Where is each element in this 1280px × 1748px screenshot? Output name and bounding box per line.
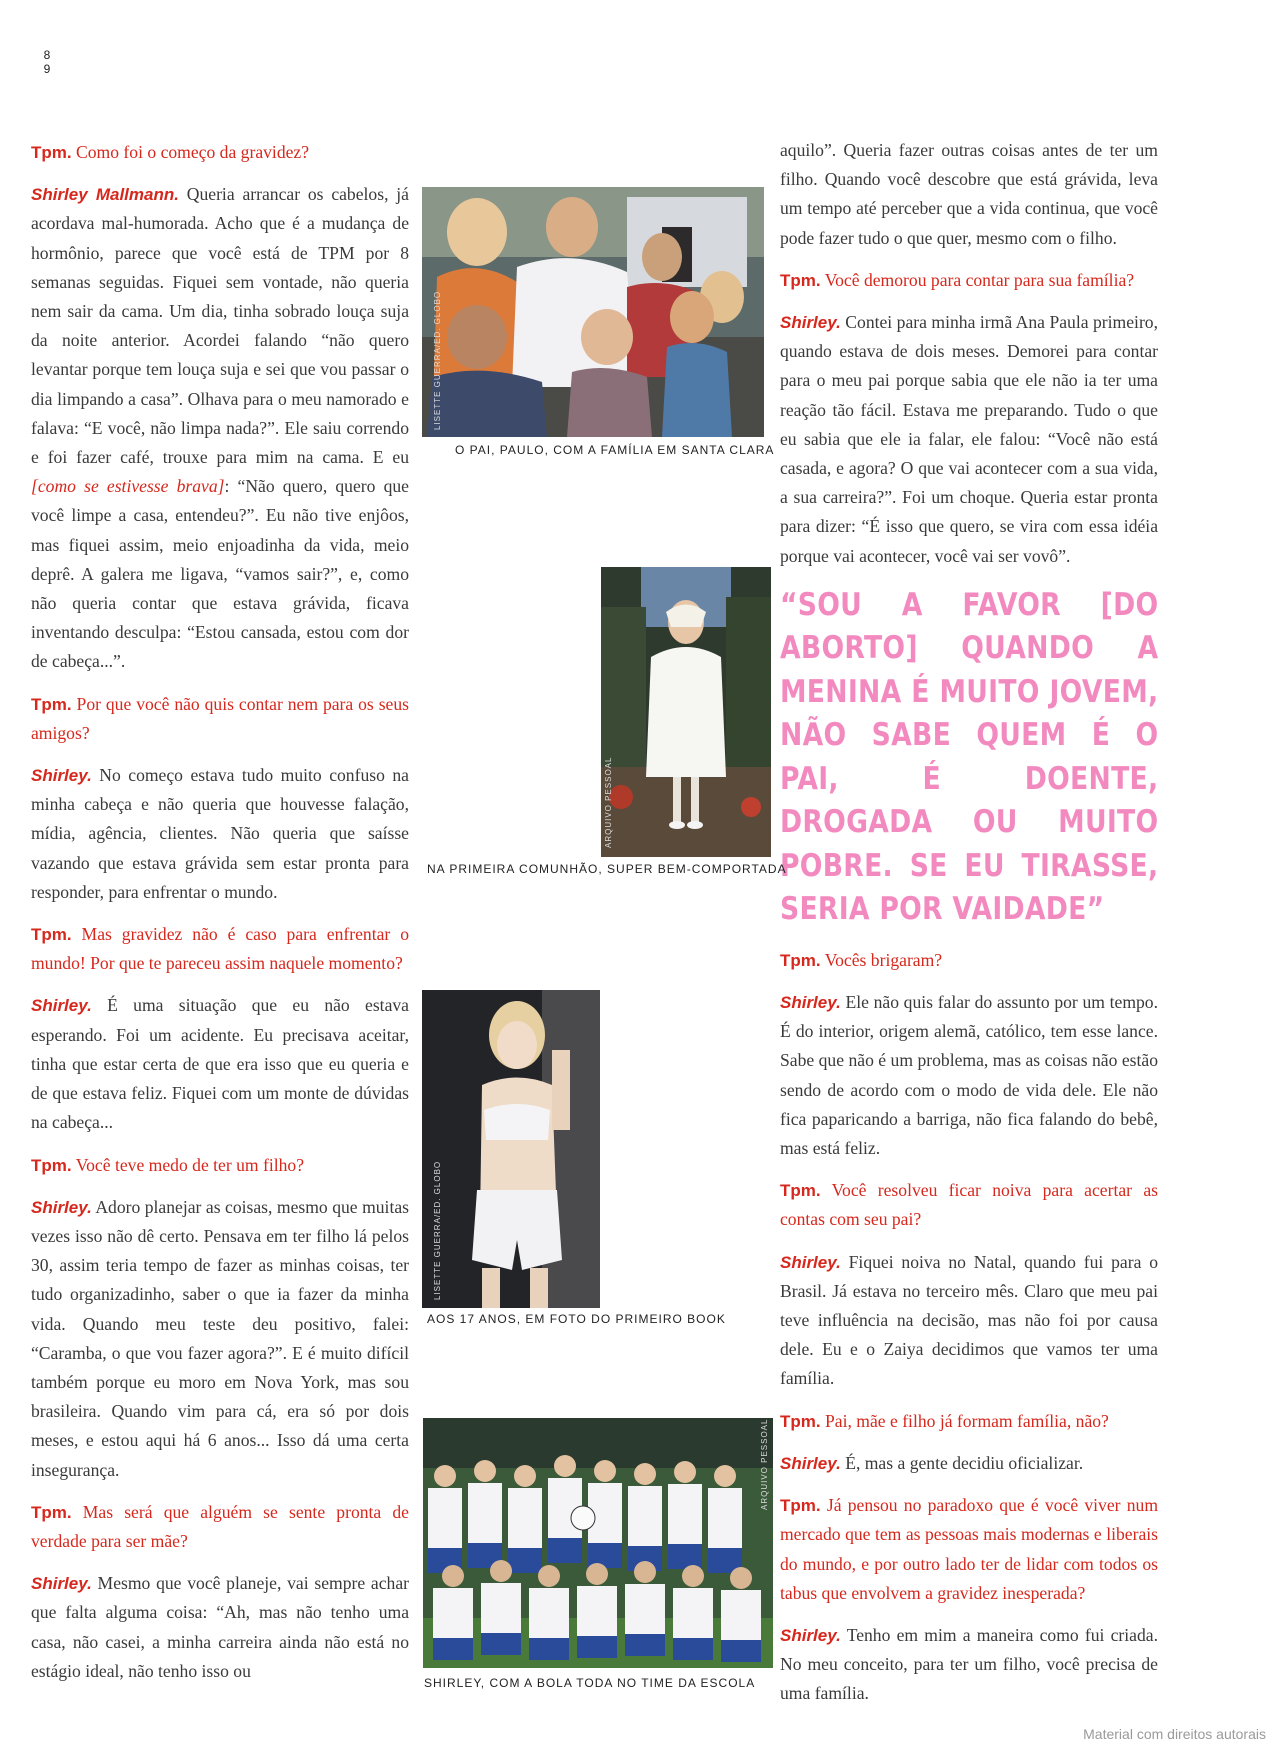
family-photo [422,187,764,437]
copyright-watermark: Material com direitos autorais [1083,1726,1266,1742]
family-photo-image [422,187,764,437]
question: Tpm. Você resolveu ficar noiva para acertar as contas com seu pai? [780,1180,1158,1230]
answer: Shirley. No começo estava tudo muito confuso na minha cabeça e não queria que houvesse falação, mídia, agência, clientes. Não queria que saísse vazando que estava grávida sem estar pronta para responder, para enfrentar o mundo. [31,765,409,902]
question: Tpm. Vocês brigaram? [780,949,943,970]
question: Tpm. Mas gravidez não é caso para enfrentar o mundo! Por que te pareceu assim naquele momento? [31,924,409,974]
photo-caption: AOS 17 ANOS, EM FOTO DO PRIMEIRO BOOK [427,1312,726,1326]
photo-caption: NA PRIMEIRA COMUNHÃO, SUPER BEM-COMPORTADA [427,862,787,876]
communion-photo-image [601,567,771,857]
model-photo-image [422,990,600,1308]
model-photo [422,990,600,1308]
answer: Shirley. Contei para minha irmã Ana Paula primeiro, quando estava de dois meses. Demorei para contar para o meu pai porque sabia que ele não ia ter uma reação tão fácil. Estava me preparando. Tudo o que eu sabia que ele ia falar, ele falou: “Você não está casada, e agora? O que vai acontecer com a sua vida, a sua carreira?”. Foi um choque. Queria estar pronta para dizer: “É isso que quero, se vira com essa idéia porque vai acontecer, você vai ser vovô”. [780,312,1158,566]
answer: Shirley. Ele não quis falar do assunto por um tempo. É do interior, origem alemã, católico, tem esse lance. Sabe que não é um problema, mas as coisas não estão sendo de acordo com o modo de vida dele. Ele não fica paparicando a barriga, não fica falando do bebê, mas está feliz. [780,992,1158,1159]
answer: Shirley. É, mas a gente decidiu oficializar. [780,1452,1084,1473]
photo-credit: ARQUIVO PESSOAL [760,1418,769,1510]
answer: Shirley. Adoro planejar as coisas, mesmo que muitas vezes isso não dê certo. Pensava em ter filho lá pelos 30, assim teria tempo de fazer as minhas coisas, ter tudo organizadinho, saber o que ia fazer da minha vida. Quando meu teste deu positivo, falei: “Caramba, o que vou fazer agora?”. E é muito difícil também porque eu moro em Nova York, mas sou brasileira. Quando vim para cá, era só por dois meses, e estou aqui há 6 anos... Isso dá uma certa insegurança. [31,1196,409,1480]
photo-caption: O PAI, PAULO, COM A FAMÍLIA EM SANTA CLARA [455,443,775,457]
team-photo-image [423,1418,773,1668]
question: Tpm. Por que você não quis contar nem para os seus amigos? [31,693,409,743]
question: Tpm. Você teve medo de ter um filho? [31,1154,305,1175]
photo-credit: LISETTE GUERRA/ED. GLOBO [433,290,442,430]
photo-credit: ARQUIVO PESSOAL [604,756,613,848]
page-number: 8 9 [43,48,51,76]
answer: Shirley Mallmann. Queria arrancar os cabelos, já acordava mal-humorada. Acho que é a mudança de hormônio, parece que você está de TPM por 8 semanas seguidas. Fiquei sem vontade, não queria nem sair da cama. Um dia, tinha sobrado louça suja da noite anterior. Acordei falando “não quero levantar porque tem louça suja e sei que vou passar o dia limpando a casa”. Olhava para o meu namorado e falava: “E você, não limpa nada?”. Ele saiu correndo e foi fazer café, trouxe para mim na cama. E eu [como se estivesse brava]: “Não quero, quero que você limpe a casa, entendeu?”. Eu não tive enjôos, mas fiquei assim, meio enjoadinha da vida, meio deprê. A galera me ligava, “vamos sair?”, e, como não queria contar que estava grávida, ficava inventando desculpa: “Estou cansada, estou com dor de cabeça...”. [31,184,409,672]
right-text-column [780,136,1158,1722]
answer-continuation: aquilo”. Queria fazer outras coisas antes de ter um filho. Quando você descobre que está grávida, leva um tempo até perceber que a vida continua, que você pode fazer tudo o que quer, mesmo com o filho. [780,140,1158,248]
photo-caption: SHIRLEY, COM A BOLA TODA NO TIME DA ESCOLA [424,1676,756,1690]
communion-photo [601,567,771,857]
question: Tpm. Pai, mãe e filho já formam família, não? [780,1410,1109,1431]
question: Tpm. Como foi o começo da gravidez? [31,142,310,162]
team-photo [423,1418,773,1668]
answer: Shirley. Tenho em mim a maneira como fui criada. No meu conceito, para ter um filho, você precisa de uma família. [780,1624,1158,1704]
pull-quote: “SOU A FAVOR [DO ABORTO] QUANDO A MENINA É MUITO JOVEM, NÃO SABE QUEM É O PAI, É DOENTE, DROGADA OU MUITO POBRE. SE EU TIRASSE, SERIA POR VAIDADE” [780,586,1159,928]
answer: Shirley. Mesmo que você planeje, vai sempre achar que falta alguma coisa: “Ah, mas não tenho uma casa, não casei, a minha carreira ainda não está no estágio ideal, não tenho isso ou [31,1573,409,1681]
answer: Shirley. É uma situação que eu não estava esperando. Foi um acidente. Eu precisava aceitar, tinha que estar certa de que era isso que eu queria e de que estava feliz. Fiquei com um monte de dúvidas na cabeça... [31,995,409,1133]
answer: Shirley. Fiquei noiva no Natal, quando fui para o Brasil. Já estava no terceiro mês. Claro que meu pai teve influência na decisão, mas não foi por causa dele. Eu e o Zaiya decidimos que vamos ter uma família. [780,1251,1159,1389]
photo-credit: LISETTE GUERRA/ED. GLOBO [433,1160,442,1300]
question: Tpm. Mas será que alguém se sente pronta de verdade para ser mãe? [31,1501,409,1551]
question: Tpm. Já pensou no paradoxo que é você viver num mercado que tem as pessoas mais modernas e liberais do mundo, e por outro lado ter de lidar com todos os tabus que envolvem a gravidez inesperada? [780,1495,1159,1603]
left-text-column [31,138,409,1699]
question: Tpm. Você demorou para contar para sua família? [780,269,1135,290]
